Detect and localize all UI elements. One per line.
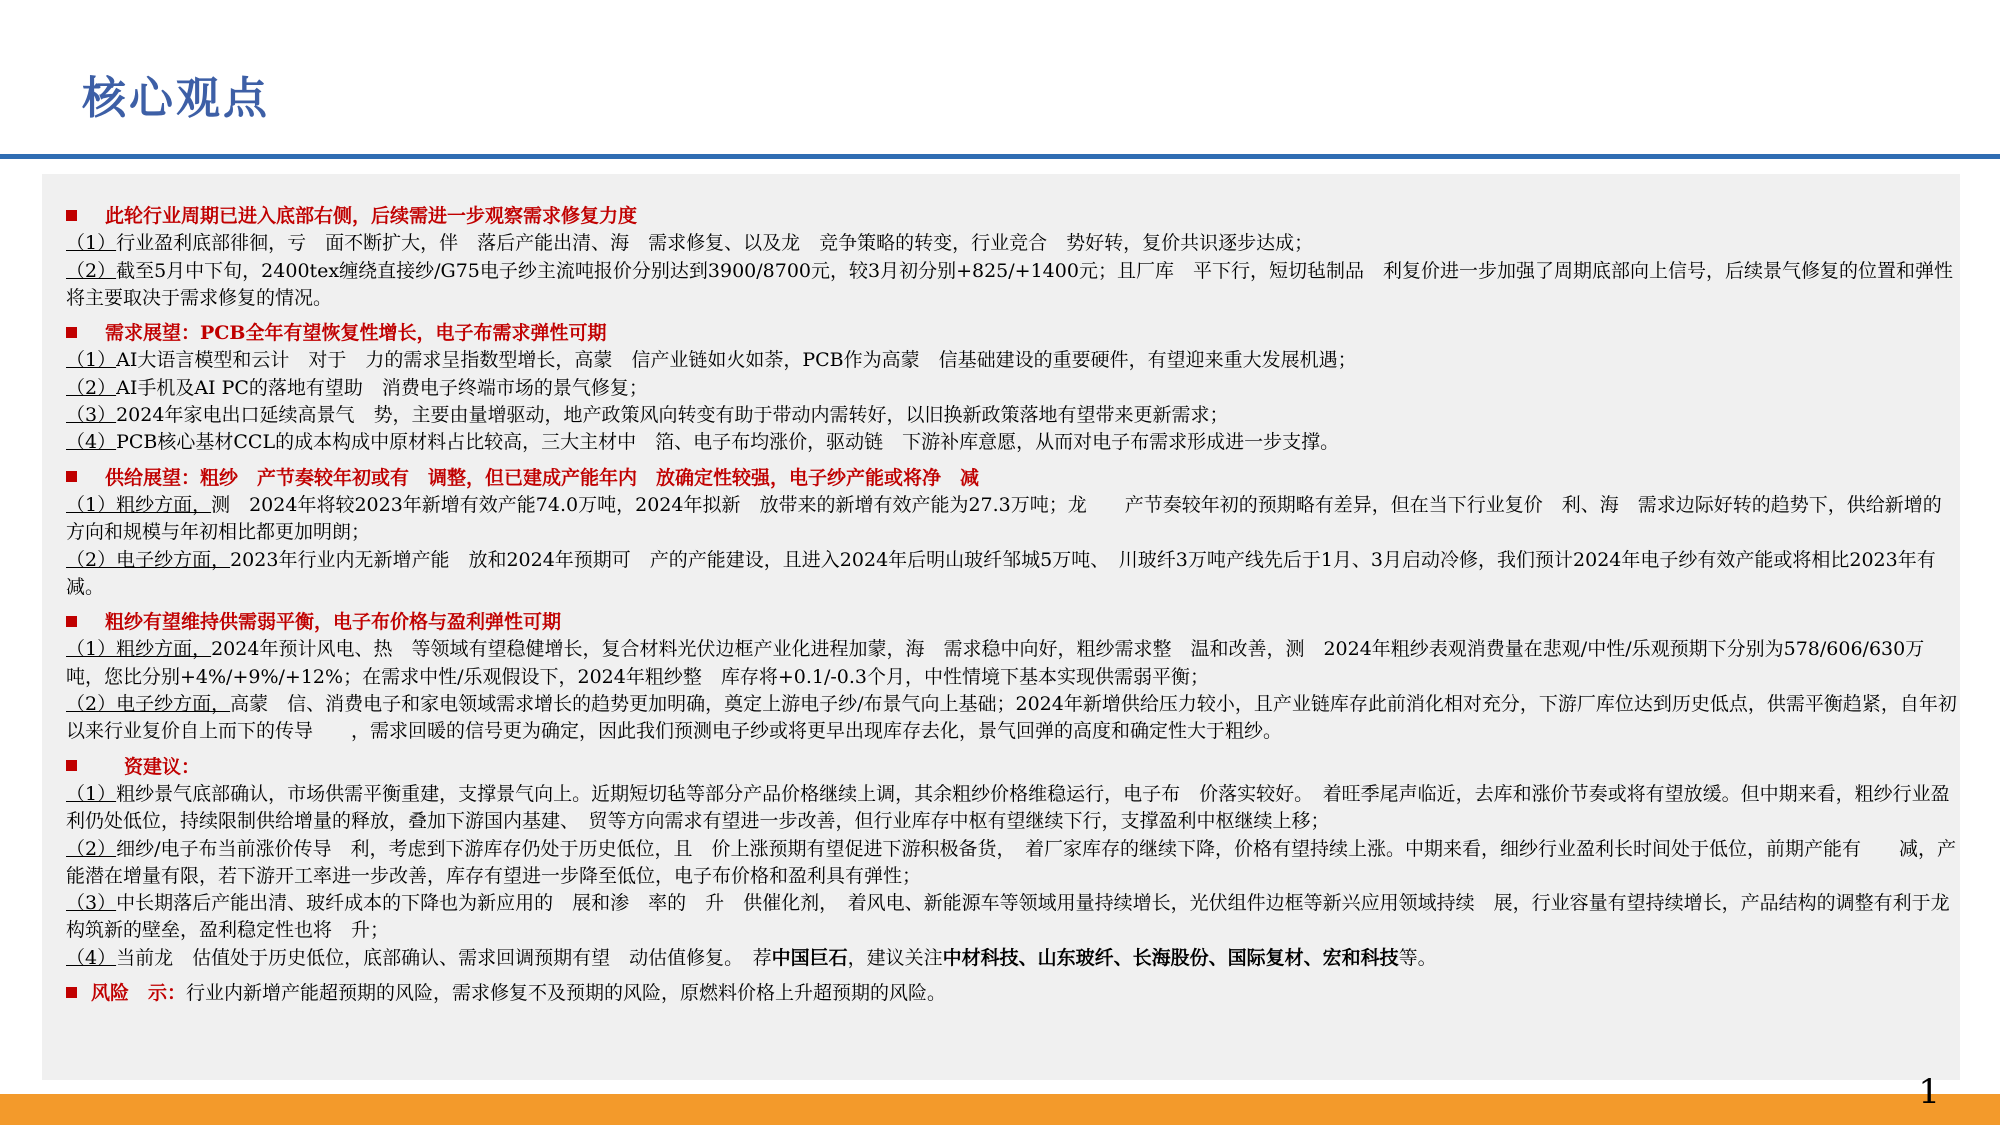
item-text: 测 2024年将较2023年新增有效产能74.0万吨，2024年拟新 放带来的新增有效产能为27.3万吨；龙 产节奏较年初的预期略有差异，但在当下行业复价 利、海 需求边际好转的趋势下，供给新增的方向和规模与年初相比都更加明朗； bbox=[66, 493, 1942, 544]
section-heading: 粗纱有望维持供需弱平衡，电子布价格与盈利弹性可期 bbox=[66, 609, 1958, 636]
page-title: 核心观点 bbox=[82, 73, 270, 124]
item-number: （1） bbox=[66, 232, 117, 255]
square-bullet-icon bbox=[66, 471, 77, 482]
item-text: 2023年行业内无新增产能 放和2024年预期可 产的产能建设，且进入2024年后明山玻纤邹城5万吨、 川玻纤3万吨产线先后于1月、3月启动冷修，我们预计2024年电子纱有效产能或将相比2023年有 减。 bbox=[66, 548, 1974, 598]
section-heading: 供给展望：粗纱 产节奏较年初或有 调整，但已建成产能年内 放确定性较强，电子纱产能或将净 减 bbox=[66, 465, 1958, 492]
item-number: （1）粗纱方面， bbox=[66, 638, 212, 661]
item-number: （2） bbox=[66, 376, 117, 399]
item-text: AI大语言模型和云计 对于 力的需求呈指数型增长，高蒙 信产业链如火如荼，PCB作为高蒙 信基础建设的重要硬件，有望迎来重大发展机遇； bbox=[116, 349, 1357, 372]
square-bullet-icon bbox=[66, 760, 77, 771]
section-investment bbox=[66, 754, 1969, 972]
section-supply bbox=[66, 465, 1974, 601]
item-number: （2） bbox=[66, 837, 117, 860]
square-bullet-icon bbox=[66, 210, 77, 221]
item-text: AI手机及AI PC的落地有望助 消费电子终端市场的景气修复； bbox=[116, 376, 648, 399]
section-demand bbox=[66, 320, 1958, 456]
list-item bbox=[66, 258, 1958, 313]
item-text: 等。 bbox=[1398, 946, 1437, 969]
item-number: （1） bbox=[66, 349, 117, 372]
item-number: （1） bbox=[66, 782, 117, 805]
risk-label: 风险 示： bbox=[91, 982, 187, 1005]
list-item bbox=[66, 945, 1958, 972]
section-heading: 需求展望：PCB全年有望恢复性增长，电子布需求弹性可期 bbox=[66, 320, 1958, 347]
list-item bbox=[66, 836, 1958, 891]
square-bullet-icon bbox=[66, 987, 77, 998]
item-text: 2024年预计风电、热 等领域有望稳健增长，复合材料光伏边框产业化进程加蒙，海 需求稳中向好，粗纱需求整 温和改善，测 2024年粗纱表观消费量在悲观/中性/乐观预期下分别为578/606/630万吨，您比分别+4%/+9%/+12%；在需求中性/乐观假设下，2024年粗纱整 库存将+0.1/-0.3个月，中性情境下基本实现供需弱平衡； bbox=[66, 638, 1925, 688]
item-text: 细纱/电子布当前涨价传导 利，考虑到下游库存仍处于历史低位，且 价上涨预期有望促进下游积极备货， 着厂家库存的继续下降，价格有望持续上涨。中期来看，细纱行业盈利长时间处于低位，前期产能有 减，产能潜在增量有限，若下游开工率进一步改善，库存有望进一步降至低位，电子布价格和盈利具有弹性； bbox=[66, 837, 1957, 887]
list-item bbox=[66, 547, 1974, 602]
item-text: 高蒙 信、消费电子和家电领域需求增长的趋势更加明确，奠定上游电子纱/布景气向上基础；2024年新增供给压力较小，且产业链库存此前消化相对充分，下游厂库位达到历史低点，供需平衡趋紧，自年初以来行业复价自上而下的传导 ，需求回暖的信号更为确定，因此我们预测电子纱或将更早出现库存去化，景气回弹的高度和确定性大于粗纱。 bbox=[66, 693, 1957, 743]
list-item bbox=[66, 781, 1958, 836]
item-number: （4） bbox=[66, 431, 117, 454]
item-text: PCB核心基材CCL的成本构成中原材料占比较高，三大主材中 箔、电子布均涨价，驱动链 下游补库意愿，从而对电子布需求形成进一步支撑。 bbox=[116, 431, 1340, 454]
watch-stocks: 中材科技、山东玻纤、长海股份、国际复材、宏和科技 bbox=[942, 946, 1399, 969]
recommended-stock: 中国巨石 bbox=[771, 946, 848, 969]
list-item bbox=[66, 890, 1969, 945]
item-number: （3） bbox=[66, 892, 117, 915]
square-bullet-icon bbox=[66, 616, 77, 627]
section-cycle bbox=[66, 203, 1958, 312]
item-number: （2）电子纱方面， bbox=[66, 548, 231, 571]
list-item bbox=[66, 375, 1958, 402]
risk-text: 行业内新增产能超预期的风险，需求修复不及预期的风险，原燃料价格上升超预期的风险。 bbox=[186, 982, 947, 1005]
section-risk bbox=[66, 980, 1958, 1007]
item-text: 粗纱景气底部确认，市场供需平衡重建，支撑景气向上。近期短切毡等部分产品价格继续上调，其余粗纱价格维稳运行，电子布 价落实较好。 着旺季尾声临近，去库和涨价节奏或将有望放缓。但中期来看，粗纱行业盈利仍处低位，持续限制供给增量的释放，叠加下游国内基建、 贸等方向需求有望进一步改善，但行业库存中枢有望继续下行，支撑盈利中枢继续上移； bbox=[66, 782, 1950, 833]
page-number: 1 bbox=[1918, 1072, 1940, 1112]
item-number: （4） bbox=[66, 946, 117, 969]
list-item bbox=[66, 402, 1958, 429]
section-heading: 此轮行业周期已进入底部右侧，后续需进一步观察需求修复力度 bbox=[66, 203, 1958, 230]
item-number: （1）粗纱方面， bbox=[66, 493, 212, 516]
list-item bbox=[66, 691, 1958, 746]
item-text: ，建议关注 bbox=[847, 946, 943, 969]
item-text: 当前龙 估值处于历史低位，底部确认、需求回调预期有望 动估值修复。 荐 bbox=[116, 946, 772, 969]
title-divider bbox=[0, 154, 2000, 159]
list-item bbox=[66, 429, 1958, 456]
list-item bbox=[66, 636, 1958, 691]
content-body bbox=[66, 203, 1974, 1007]
item-text: 中长期落后产能出清、玻纤成本的下降也为新应用的 展和渗 率的 升 供催化剂， 着风电、新能源车等领域用量持续增长，光伏组件边框等新兴应用领域持续 展，行业容量有望持续增长，产品结构的调整有利于龙 构筑新的壁垒，盈利稳定性也将 升； bbox=[66, 892, 1969, 942]
item-number: （2）电子纱方面， bbox=[66, 693, 231, 716]
item-text: 行业盈利底部徘徊，亏 面不断扩大，伴 落后产能出清、海 需求修复、以及龙 竞争策略的转变，行业竞合 势好转，复价共识逐步达成； bbox=[116, 232, 1314, 255]
item-text: 截至5月中下旬，2400tex缠绕直接纱/G75电子纱主流吨报价分别达到3900/8700元，较3月初分别+825/+1400元；且厂库 平下行，短切毡制品 利复价进一步加强了周期底部向上信号，后续景气修复的位置和弹性将主要取决于需求修复的情况。 bbox=[66, 259, 1953, 309]
item-number: （3） bbox=[66, 404, 117, 427]
section-heading: 资建议： bbox=[66, 754, 1958, 781]
section-balance bbox=[66, 609, 1958, 745]
list-item bbox=[66, 492, 1958, 547]
footer-bar bbox=[0, 1094, 2000, 1125]
list-item bbox=[66, 230, 1958, 257]
list-item bbox=[66, 347, 1958, 374]
square-bullet-icon bbox=[66, 327, 77, 338]
item-number: （2） bbox=[66, 259, 117, 282]
item-text: 2024年家电出口延续高景气 势，主要由量增驱动，地产政策风向转变有助于带动内需转好，以旧换新政策落地有望带来更新需求； bbox=[116, 404, 1229, 427]
